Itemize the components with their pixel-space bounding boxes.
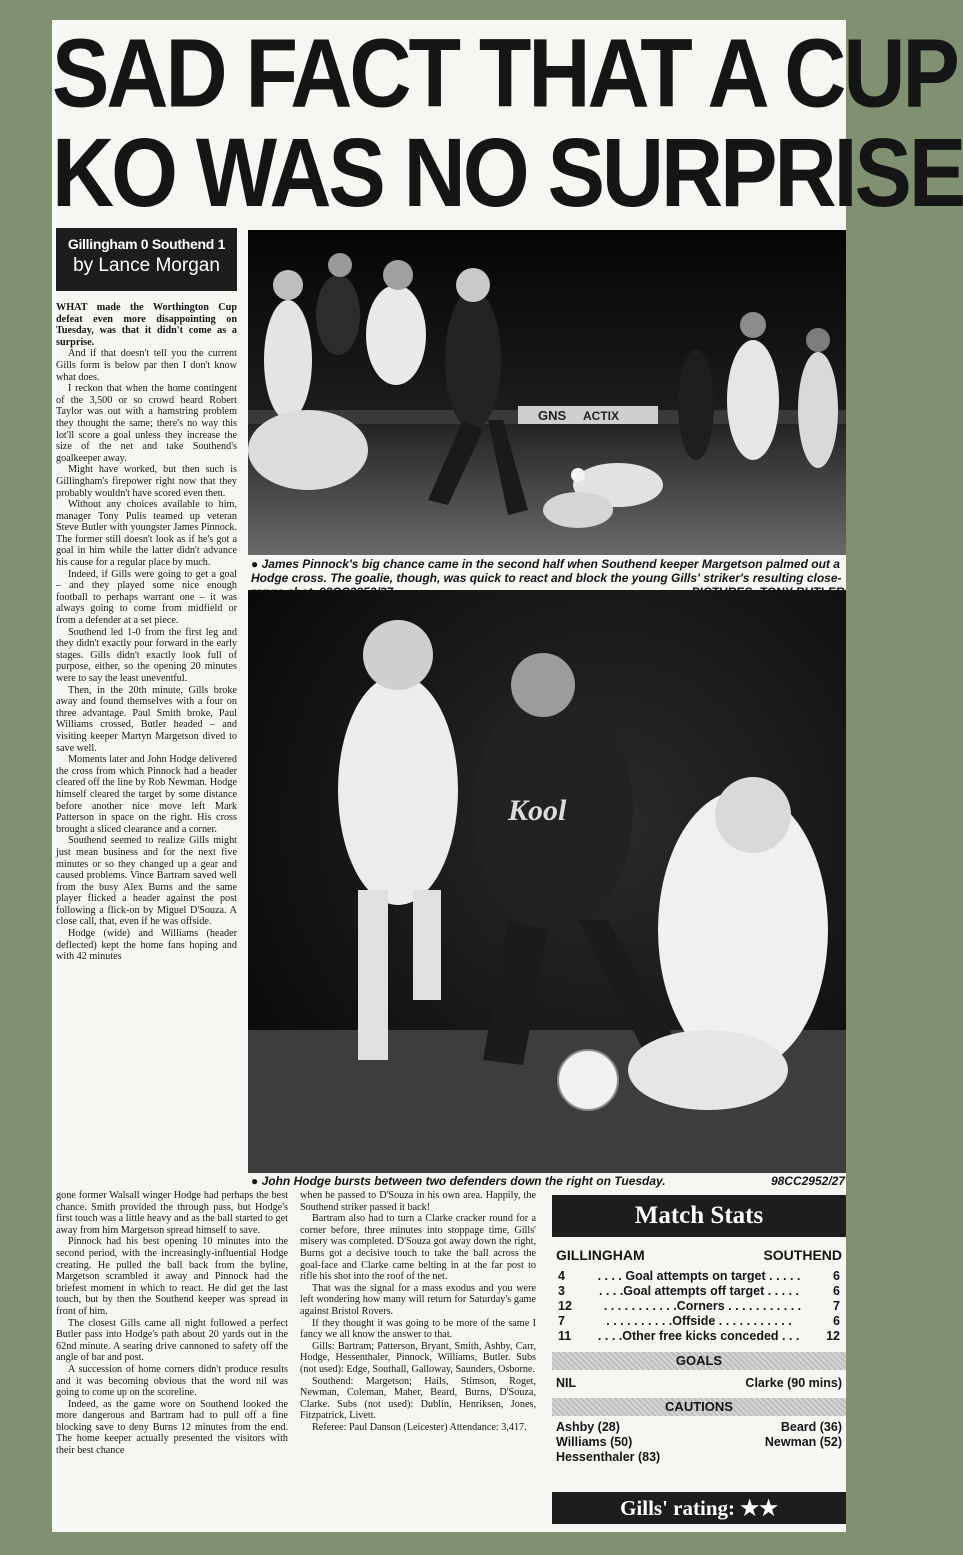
- ad-board-gns: GNS: [538, 408, 567, 423]
- match-stats-box: [552, 1195, 846, 1528]
- stats-rows: [552, 1269, 846, 1344]
- goals-home: NIL: [556, 1376, 577, 1390]
- article-paragraph: Might have worked, but then such is Gillingham's firepower right now that they probably wouldn't have scored even then.: [56, 464, 237, 499]
- stat-row: [552, 1329, 846, 1344]
- caution-entry: Williams (50): [556, 1435, 633, 1449]
- article-paragraph: If they thought it was going to be more of the same I fancy we all know the answer to that.: [300, 1317, 536, 1341]
- article-paragraph: when he passed to D'Souza in his own area. Happily, the Southend striker passed it back!: [300, 1190, 536, 1213]
- newspaper-page: [52, 19, 963, 1532]
- home-team: GILLINGHAM: [556, 1247, 645, 1263]
- article-paragraph: Then, in the 20th minute, Gills broke away and found themselves with a four on three advantage. Paul Smith broke, Paul Williams crossed, Butler headed – and visiting keeper Martyn Margetson dived to save well.: [56, 684, 237, 754]
- photo-1-caption-text: ● James Pinnock's big chance came in the second half when Southend keeper Margetson palmed out a Hodge cross. The goalie, though, was quick to react and block the young Gills' striker's resulting close-: [251, 557, 842, 585]
- cautions-home: [556, 1420, 660, 1465]
- stat-home: 4: [558, 1269, 565, 1283]
- article-paragraph: Without any choices available to him, manager Tony Pulis teamed up veteran Steve Butler with youngster James Pinnock. The former still doesn't look as if he's got a goal in him while the latter didn't advance his cause for a regular place by much.: [56, 499, 237, 569]
- headline-line-1: SAD FACT THAT A CUP: [52, 19, 957, 128]
- goals-row: [552, 1376, 846, 1390]
- stat-label: . . . .Other free kicks conceded . . .: [597, 1329, 800, 1343]
- cautions-band: CAUTIONS: [552, 1398, 846, 1416]
- match-photo-2-image: [248, 590, 846, 1173]
- stat-label: . . . .Goal attempts off target . . . . .: [598, 1284, 800, 1298]
- match-score: Gillingham 0 Southend 1: [67, 236, 226, 252]
- team-line-gills: Gills: Bartram; Patterson, Bryant, Smith, Ashby, Carr, Hodge, Hessenthaler, Pinnock, Williams, Butler. Subs (not used): Edge, Southall, Galloway, Saunders, Osborne.: [300, 1340, 536, 1375]
- stat-away: 6: [833, 1284, 840, 1298]
- article-paragraph: Bartram also had to turn a Clarke cracker round for a corner before, three minutes into stoppage time, Gills' misery was completed. D'Souza got away down the right, Burns got a decisive touch to take the ball across the goal-face and Clarke came belting in at the far post to rifle his shot into the roof of the net.: [300, 1213, 536, 1283]
- stat-away: 6: [833, 1269, 840, 1283]
- match-photo-1-image: [248, 230, 846, 555]
- article-paragraph: I reckon that when the home contingent of the 3,500 or so crowd heard Robert Taylor was out with a hamstring problem they thought the same; there's no way this lot'll score a goal unless they increase the size of the net and take Southend's goalkeeper away.: [56, 383, 237, 464]
- article-paragraph: WHAT made the Worthington Cup defeat even more disappointing on Tuesday, was that it didn't come as a surprise.: [56, 302, 237, 348]
- article-paragraph: Hodge (wide) and Williams (header deflected) kept the home fans hoping and with 42 minutes: [56, 928, 237, 963]
- match-photo-1: [248, 230, 846, 555]
- article-paragraph: The closest Gills came all night followed a perfect Butler pass into Hodge's path about 20 yards out in the 62nd minute. A searing drive cannoned to safety off the angle of bar and post.: [56, 1317, 288, 1364]
- photo-2-caption-text: ● John Hodge bursts between two defenders down the right on Tuesday.: [251, 1174, 666, 1188]
- article-column-3: [300, 1190, 536, 1530]
- cautions-away: [765, 1420, 842, 1465]
- caution-entry: Ashby (28): [556, 1420, 620, 1434]
- stat-away: 6: [833, 1314, 840, 1328]
- team-line-southend: Southend: Margetson; Hails, Stimson, Roget, Newman, Coleman, Maher, Beard, Burns, D'Souza, Clarke. Subs (not used): Dublin, Henriksen, Jones, Fitzpatrick, Livett.: [300, 1375, 536, 1422]
- shirt-sponsor: Kool: [508, 794, 567, 827]
- stat-row: [552, 1299, 846, 1314]
- article-paragraph: gone former Walsall winger Hodge had perhaps the best chance. Smith provided the through pass, but Hodge's first touch was a little heavy and as the ball started to get away from him Margetson spread himself to save.: [56, 1190, 288, 1236]
- goals-away: Clarke (90 mins): [745, 1376, 842, 1390]
- gills-rating: Gills' rating: ★★: [552, 1492, 846, 1524]
- author-byline: by Lance Morgan: [73, 255, 220, 276]
- stat-label: . . . . . . . . . . .Corners . . . . . . . . . . .: [603, 1299, 802, 1313]
- caution-entry: Beard (36): [780, 1420, 842, 1434]
- cautions-row: [552, 1420, 846, 1465]
- caution-entry: Newman (52): [764, 1435, 842, 1449]
- ad-board-actix: ACTIX: [583, 409, 619, 423]
- away-team: SOUTHEND: [763, 1247, 842, 1263]
- caution-entry: Hessenthaler (83): [556, 1450, 661, 1464]
- photo-2-caption: [251, 1174, 845, 1188]
- article-paragraph: Southend seemed to realize Gills might just mean business and for the next five minutes or so they changed up a gear and caused problems. Vince Bartram saved well from the busy Alex Burns and the same player flicked a header against the post following a flick-on by Miguel D'Souza. A close call, that, even if he was offside.: [56, 835, 237, 928]
- article-paragraph: Moments later and John Hodge delivered the cross from which Pinnock had a header cleared off the line by Rob Newman. Hodge himself cleared the target by some distance before another nice move left Mark Patterson in space on the right. His cross brought a sliced clearance and a corner.: [56, 754, 237, 835]
- stat-away: 12: [826, 1329, 840, 1343]
- stat-away: 7: [833, 1299, 840, 1313]
- stat-home: 7: [558, 1314, 565, 1328]
- photo-ref: 98CC2952/27: [770, 1174, 845, 1188]
- headline-line-2: KO WAS NO SURPRISE: [52, 118, 963, 228]
- stat-home: 12: [558, 1299, 572, 1313]
- stat-label: . . . . . . . . . .Offside . . . . . . . . . . .: [606, 1314, 792, 1328]
- stat-row: [552, 1269, 846, 1284]
- article-column-2: [56, 1190, 288, 1530]
- referee-attendance: Referee: Paul Danson (Leicester) Attendance: 3,417.: [312, 1421, 527, 1433]
- stat-row: [552, 1284, 846, 1299]
- match-photo-2: [248, 590, 846, 1173]
- article-paragraph: Indeed, as the game wore on Southend looked the more dangerous and Bartram had to pull off a fine blocking save to deny Burns 12 minutes from the end. The home keeper actually presented the visitors with their best chance: [56, 1398, 288, 1457]
- stat-label: . . . . Goal attempts on target . . . . .: [597, 1269, 801, 1283]
- stat-home: 11: [558, 1329, 572, 1343]
- byline-box: [56, 228, 237, 291]
- article-paragraph: And if that doesn't tell you the current Gills form is below par then I don't know what does.: [56, 348, 237, 383]
- stat-home: 3: [558, 1284, 565, 1298]
- goals-band: GOALS: [552, 1352, 846, 1370]
- article-paragraph: A succession of home corners didn't produce results and it was becoming obvious that the word nil was going to come up on the scoreline.: [56, 1363, 288, 1399]
- headline: [52, 19, 963, 228]
- stats-teams: [552, 1247, 846, 1263]
- article-paragraph: Southend led 1-0 from the first leg and they didn't exactly pour forward in the early stages. Gills didn't exactly look full of purpose, either, so the opening 20 minutes were to say the least uneventful.: [56, 626, 237, 684]
- match-stats-title: Match Stats: [552, 1195, 846, 1237]
- article-paragraph: Pinnock had his best opening 10 minutes into the second period, with the increasingly-influential Hodge creating. He pulled the ball back from the byline, Margetson scrambled it away and Pinnock had the briefest moment in which to react. He did get the last touch, but by then the Southend keeper was spread in front of him.: [56, 1236, 288, 1317]
- article-paragraph: That was the signal for a mass exodus and you were left wondering how many will return for Saturday's game against Bristol Rovers.: [300, 1282, 536, 1317]
- stat-row: [552, 1314, 846, 1329]
- article-paragraph: Indeed, if Gills were going to get a goal – and they played some nice enough football to perhaps warrant one – it was always going to come from midfield or from a defender at a set piece.: [56, 568, 237, 627]
